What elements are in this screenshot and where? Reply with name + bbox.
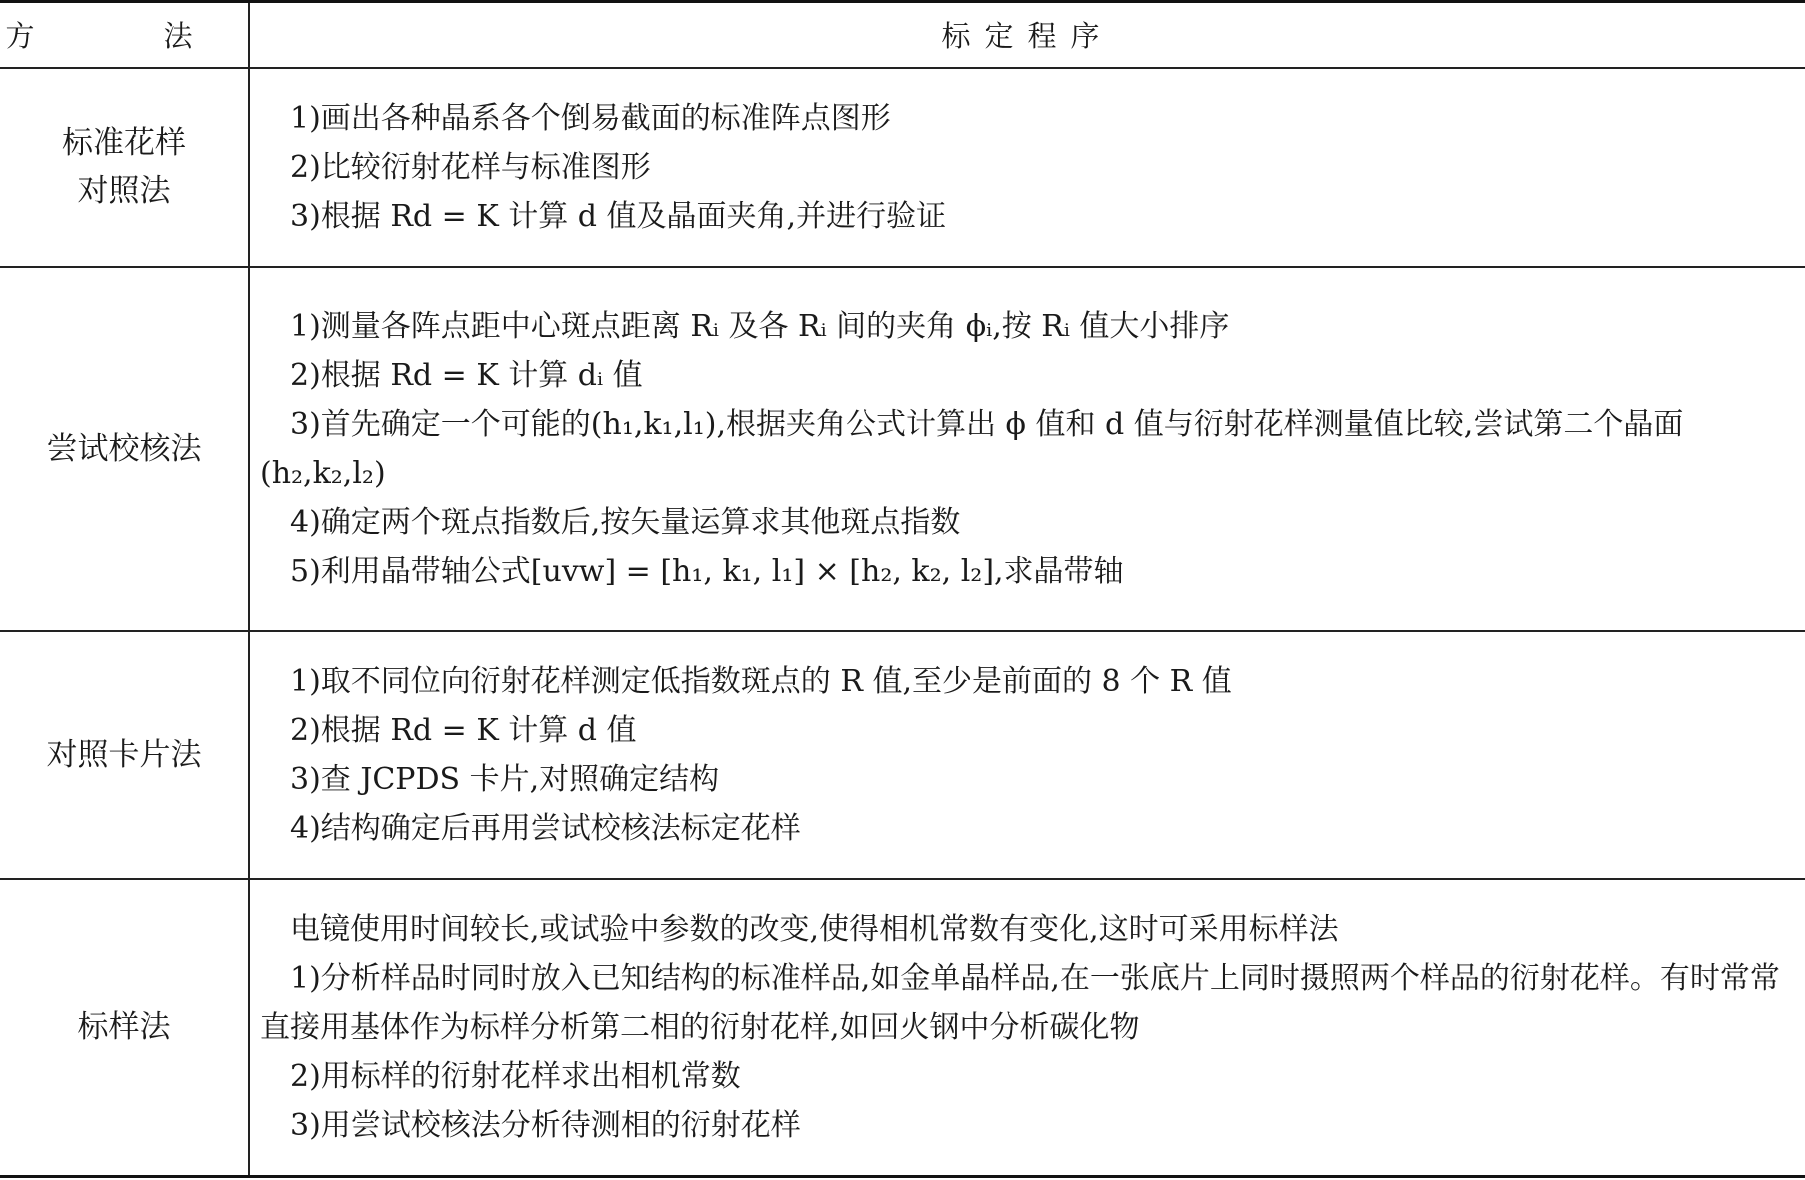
procedure-step: 2)根据 Rd = K 计算 d 值 [290,712,637,748]
method-name-line: 对照卡片法 [46,736,202,773]
procedure-step: 2)用标样的衍射花样求出相机常数 [290,1058,741,1094]
procedure-step: 1)测量各阵点距中心斑点距离 Rᵢ 及各 Rᵢ 间的夹角 ϕᵢ,按 Rᵢ 值大小排序 [290,308,1230,344]
procedure-step: 3)根据 Rd = K 计算 d 值及晶面夹角,并进行验证 [290,198,947,234]
table-row [0,631,1805,879]
table-row [0,267,1805,631]
procedure-step: 1)取不同位向衍射花样测定低指数斑点的 R 值,至少是前面的 8 个 R 值 [290,663,1232,699]
method-name-line: 对照法 [77,173,171,209]
procedure-step: 3)首先确定一个可能的(h₁,k₁,l₁),根据夹角公式计算出 ϕ 值和 d 值与衍射花样测量值比较,尝试第二个晶面(h₂,k₂,l₂) [260,406,1684,491]
procedure-step: 4)结构确定后再用尝试校核法标定花样 [290,810,801,846]
procedure-step: 5)利用晶带轴公式[uvw] = [h₁, k₁, l₁] × [h₂, k₂, l₂],求晶带轴 [290,553,1124,589]
method-name-line: 标准花样 [62,125,186,161]
procedure-step: 4)确定两个斑点指数后,按矢量运算求其他斑点指数 [290,504,961,540]
table-header-row [0,2,1805,68]
procedure-step: 2)比较衍射花样与标准图形 [290,149,651,185]
method-name-line: 尝试校核法 [46,430,202,467]
method-cell [0,631,249,879]
procedure-cell [249,68,1805,267]
procedure-step: 3)查 JCPDS 卡片,对照确定结构 [290,761,720,797]
method-cell [0,68,249,267]
procedure-cell [249,631,1805,879]
procedure-step: 3)用尝试校核法分析待测相的衍射花样 [290,1107,801,1143]
procedure-cell [249,267,1805,631]
column-header-procedure: 标定程序 [249,2,1805,68]
procedure-step: 1)画出各种晶系各个倒易截面的标准阵点图形 [290,100,891,136]
procedure-step: 1)分析样品时同时放入已知结构的标准样品,如金单晶样品,在一张底片上同时摄照两个样品的衍射花样。有时常常直接用基体作为标样分析第二相的衍射花样,如回火钢中分析碳化物 [260,960,1780,1045]
table-row [0,68,1805,267]
method-cell [0,879,249,1177]
method-cell [0,267,249,631]
column-header-method: 方 法 [0,2,249,68]
procedure-step: 电镜使用时间较长,或试验中参数的改变,使得相机常数有变化,这时可采用标样法 [290,911,1339,947]
procedure-step: 2)根据 Rd = K 计算 dᵢ 值 [290,357,643,393]
table-row [0,879,1805,1177]
method-name-line: 标样法 [77,1009,171,1046]
procedure-cell [249,879,1805,1177]
